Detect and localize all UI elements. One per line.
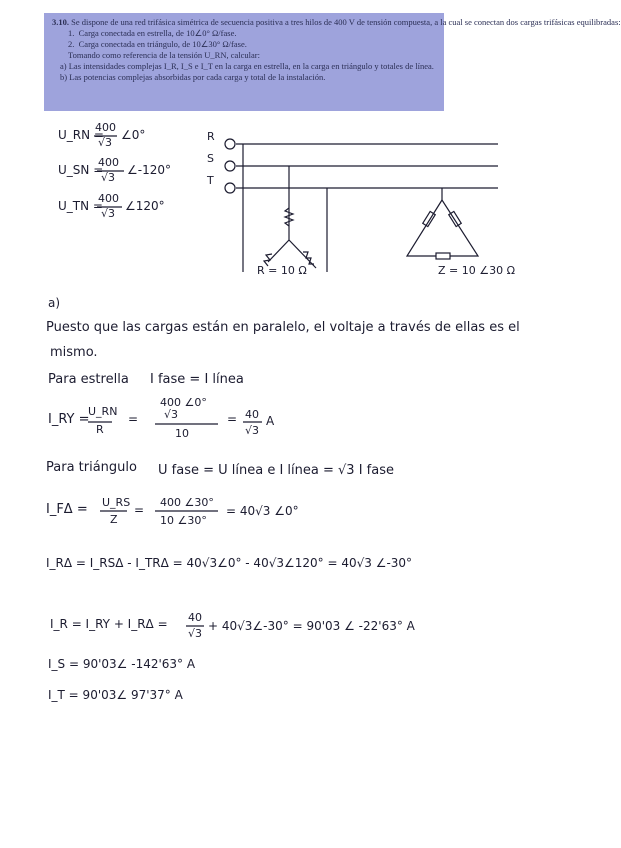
total-t: I_T = 90'03∠ 97'37° A xyxy=(48,688,183,702)
line-label-r: R xyxy=(207,130,215,143)
star-eq-result-num: 40 xyxy=(245,408,259,421)
delta-eq-frac2-den: 10 ∠30° xyxy=(160,514,207,527)
star-eq-frac2-num-sub: √3 xyxy=(164,408,179,421)
delta-load-label: Z = 10 ∠30 Ω xyxy=(438,264,515,277)
explanation-line-1: Puesto que las cargas están en paralelo, el voltaje a través de ellas es el xyxy=(46,320,520,335)
delta-heading: Para triángulo xyxy=(46,460,137,475)
explanation-line-2: mismo. xyxy=(50,345,98,360)
delta-eq-lhs: I_FΔ = xyxy=(46,502,88,517)
impedance-icon xyxy=(449,211,462,226)
delta-eq-result: = 40√3 ∠0° xyxy=(226,504,299,518)
delta-relation: U fase = U línea e I línea = √3 I fase xyxy=(158,463,394,478)
star-eq-unit: A xyxy=(266,414,275,428)
delta-eq-frac1-den: Z xyxy=(110,513,118,526)
total-r-frac-den: √3 xyxy=(188,627,203,640)
star-heading: Para estrella xyxy=(48,372,129,387)
star-load-label: R = 10 Ω xyxy=(257,264,307,277)
part-a-label: a) xyxy=(48,296,61,310)
problem-question-b: b) Las potencias complejas absorbidas por cada carga y total de la instalación. xyxy=(60,72,326,82)
resistor-icon xyxy=(303,252,314,264)
source-s-icon xyxy=(225,161,235,171)
star-eq-frac2-den: 10 xyxy=(175,427,189,440)
star-branch-left xyxy=(268,240,289,262)
source-r-icon xyxy=(225,139,235,149)
problem-reference: Tomando como referencia de la tensión U_RN, calcular: xyxy=(68,50,260,60)
impedance-icon xyxy=(436,253,450,259)
star-eq-frac2-num: 400 ∠0° xyxy=(160,396,207,409)
delta-eq-frac1-num: U_RS xyxy=(102,496,131,509)
impedance-icon xyxy=(423,211,436,226)
star-eq-frac1-den: R xyxy=(96,423,104,436)
star-eq-result-den: √3 xyxy=(245,424,260,437)
delta-eq-frac2-num: 400 ∠30° xyxy=(160,496,214,509)
source-t-icon xyxy=(225,183,235,193)
problem-item-1: 1. Carga conectada en estrella, de 10∠0° Ω/fase. xyxy=(68,28,237,38)
problem-item-2: 2. Carga conectada en triángulo, de 10∠30° Ω/fase. xyxy=(68,39,247,49)
line-delta-eq: I_RΔ = I_RSΔ - I_TRΔ = 40√3∠0° - 40√3∠120° = 40√3 ∠-30° xyxy=(46,556,413,570)
star-eq-lhs: I_RY = xyxy=(48,412,90,427)
star-relation: I fase = I línea xyxy=(150,372,244,387)
problem-intro-text: Se dispone de una red trifásica simétrica de secuencia positiva a tres hilos de 400 V de tensión compuesta, a la cual se conectan dos cargas trifásicas equilibradas: xyxy=(71,17,621,27)
delta-triangle xyxy=(407,200,478,256)
star-eq-frac1-num: U_RN xyxy=(88,405,118,418)
total-r-eq-lhs: I_R = I_RY + I_RΔ = xyxy=(50,617,168,631)
line-label-t: T xyxy=(207,174,214,187)
line-label-s: S xyxy=(207,152,214,165)
total-r-rest: + 40√3∠-30° = 90'03 ∠ -22'63° A xyxy=(208,619,415,633)
total-s: I_S = 90'03∠ -142'63° A xyxy=(48,657,196,671)
problem-question-a: a) Las intensidades complejas I_R, I_S e I_T en la carga en estrella, en la carga en triángulo y totales de línea. xyxy=(60,61,434,71)
problem-number: 3.10. xyxy=(52,17,69,27)
total-r-frac-num: 40 xyxy=(188,611,202,624)
